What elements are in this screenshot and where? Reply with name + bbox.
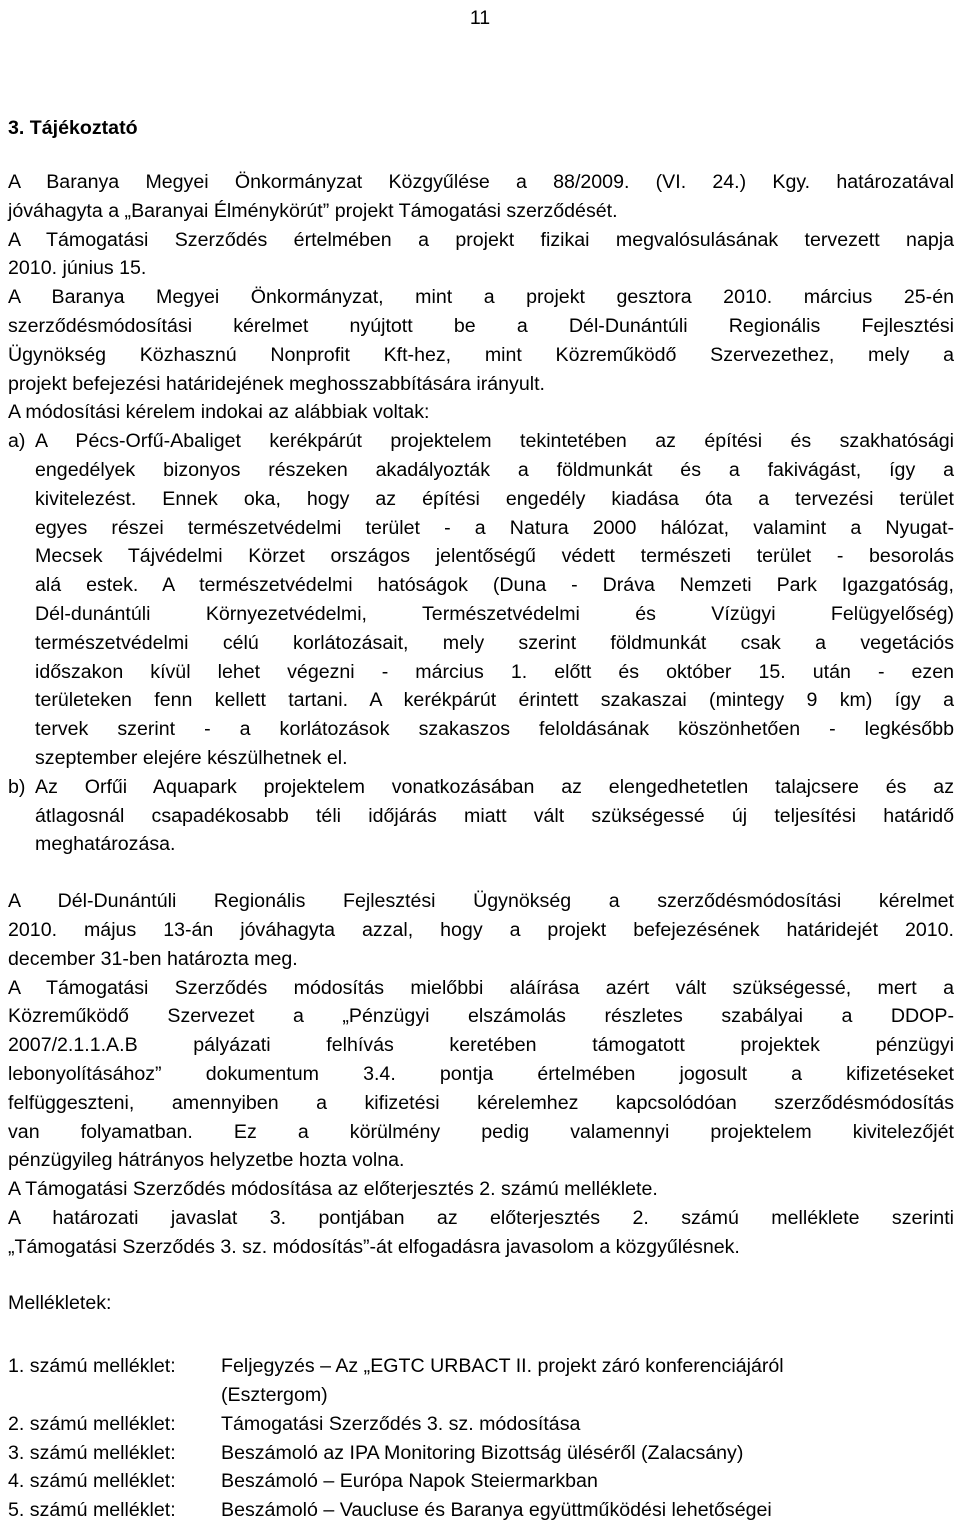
text-line: egyes részei természetvédelmi terület - a Natura 2000 hálózat, valamint a Nyugat- (35, 516, 954, 539)
text-line: Dél-dunántúli Környezetvédelmi, Természetvédelmi és Vízügyi Felügyelőség) (35, 602, 954, 625)
text-line: kivitelezést. Ennek oka, hogy az építési engedély kiadása óta a tervezési terület (35, 487, 954, 510)
text-line: felfüggeszteni, amennyiben a kifizetési kérelemhez kapcsolódóan szerződésmódosítás (8, 1091, 954, 1114)
text-line: területeken fenn kellett tartani. A kerékpárút érintett szakaszai (mintegy 9 km) így a (35, 689, 954, 712)
attachment-text: Beszámoló – Vaucluse és Baranya együttműködési lehetőségei (221, 1499, 772, 1522)
attachments-title: Mellékletek: (8, 1292, 112, 1315)
attachment-text: Támogatási Szerződés 3. sz. módosítása (221, 1412, 581, 1435)
approval-paragraph (8, 887, 954, 973)
text-line: természetvédelmi célú korlátozásait, mely szerint földmunkát csak a vegetációs (35, 631, 954, 654)
text-line: pénzügyileg hátrányos helyzetbe hozta volna. (8, 1149, 405, 1172)
text-line: átlagosnál csapadékosabb téli időjárás miatt vált szükségessé új teljesítési határidő (35, 804, 954, 827)
text-line: A Baranya Megyei Önkormányzat Közgyűlése a 88/2009. (VI. 24.) Kgy. határozatával (8, 171, 954, 193)
text-line: időszakon kívül lehet végezni - március 1. előtt és október 15. után - ezen (35, 660, 954, 683)
section-heading: 3. Tájékoztató (8, 117, 138, 139)
reason-label: b) (8, 775, 26, 798)
attachment-item (8, 1496, 954, 1525)
attachments-list (8, 1352, 954, 1525)
text-line: A Baranya Megyei Önkormányzat, mint a projekt gesztora 2010. március 25-én (8, 286, 954, 309)
reason-label: a) (8, 430, 26, 453)
annex-note: A Támogatási Szerződés módosítása az előterjesztés 2. számú melléklete. (8, 1178, 658, 1201)
text-line: alá estek. A természetvédelmi hatóságok (Duna - Dráva Nemzeti Park Igazgatóság, (35, 574, 954, 597)
reason-item-b (8, 773, 954, 859)
attachment-item (8, 1410, 954, 1439)
attachment-label: 3. számú melléklet: (8, 1441, 176, 1464)
text-line: lebonyolításához” dokumentum 3.4. pontja értelmében jogosult a kifizetéseket (8, 1062, 954, 1085)
text-line: projekt befejezési határidejének meghosszabbítására irányult. (8, 372, 545, 395)
text-line: jóváhagyta a „Baranyai Élménykörút” projekt Támogatási szerződését. (8, 199, 618, 222)
text-line: A Támogatási Szerződés módosítás mielőbbi aláírása azért vált szükségessé, mert a (8, 976, 954, 999)
text-line: A Támogatási Szerződés értelmében a projekt fizikai megvalósulásának tervezett napja (8, 228, 954, 251)
text-line: 2010. június 15. (8, 257, 147, 280)
attachment-text: (Esztergom) (221, 1384, 328, 1407)
text-line: tervek szerint - a korlátozások szakaszos feloldásának köszönhetően - legkésőbb (35, 718, 954, 741)
request-paragraph (8, 283, 954, 398)
attachment-label: 1. számú melléklet: (8, 1355, 176, 1378)
text-line: Az Orfűi Aquapark projektelem vonatkozásában az elengedhetetlen talajcsere és az (35, 775, 954, 798)
attachment-item (8, 1467, 954, 1496)
text-line: meghatározása. (35, 833, 176, 856)
attachment-label: 2. számú melléklet: (8, 1412, 176, 1435)
attachment-label: 4. számú melléklet: (8, 1470, 176, 1493)
text-line: Ügynökség Közhasznú Nonprofit Kft-hez, mint Közreműködő Szervezethez, mely a (8, 343, 954, 366)
page-number: 11 (469, 7, 491, 29)
attachment-item (8, 1439, 954, 1468)
text-line: 2010. május 13-án jóváhagyta azzal, hogy a projekt befejezésének határidejét 2010. (8, 918, 954, 941)
attachment-label: 5. számú melléklet: (8, 1499, 176, 1522)
proposal-paragraph (8, 1204, 954, 1262)
text-line: van folyamatban. Ez a körülmény pedig valamennyi projektelem kivitelezőjét (8, 1120, 954, 1143)
text-line: A Pécs-Orfű-Abaliget kerékpárút projektelem tekintetében az építési és szakhatósági (35, 430, 954, 453)
attachment-text: Beszámoló az IPA Monitoring Bizottság üléséről (Zalacsány) (221, 1441, 744, 1464)
attachment-text: Beszámoló – Európa Napok Steiermarkban (221, 1470, 598, 1493)
text-line: Mecsek Tájvédelmi Körzet országos jelentőségű védett természeti terület - besorolás (35, 545, 954, 568)
text-line: „Támogatási Szerződés 3. sz. módosítás”-át elfogadásra javasolom a közgyűlésnek. (8, 1235, 740, 1258)
text-line: A határozati javaslat 3. pontjában az előterjesztés 2. számú melléklete szerinti (8, 1206, 954, 1229)
reason-item-a (8, 427, 954, 773)
urgency-paragraph (8, 974, 954, 1176)
intro-paragraph (8, 168, 954, 226)
reasons-intro: A módosítási kérelem indokai az alábbiak voltak: (8, 401, 430, 424)
text-line: Közreműködő Szervezet a „Pénzügyi elszámolás részletes szabályai a DDOP- (8, 1005, 954, 1028)
text-line: szeptember elejére készülhetnek el. (35, 746, 348, 769)
text-line: december 31-ben határozta meg. (8, 947, 298, 970)
attachment-item (8, 1352, 954, 1410)
text-line: 2007/2.1.1.A.B pályázati felhívás keretében támogatott projektek pénzügyi (8, 1034, 954, 1057)
document-body (8, 168, 954, 1525)
text-line: A Dél-Dunántúli Regionális Fejlesztési Ügynökség a szerződésmódosítási kérelmet (8, 890, 954, 913)
attachment-text: Feljegyzés – Az „EGTC URBACT II. projekt záró konferenciájáról (221, 1355, 784, 1378)
text-line: engedélyek bizonyos részeken akadályozták a földmunkát és a fakivágást, így a (35, 458, 954, 481)
text-line: szerződésmódosítási kérelmet nyújtott be a Dél-Dunántúli Regionális Fejlesztési (8, 314, 954, 337)
contract-paragraph (8, 226, 954, 284)
